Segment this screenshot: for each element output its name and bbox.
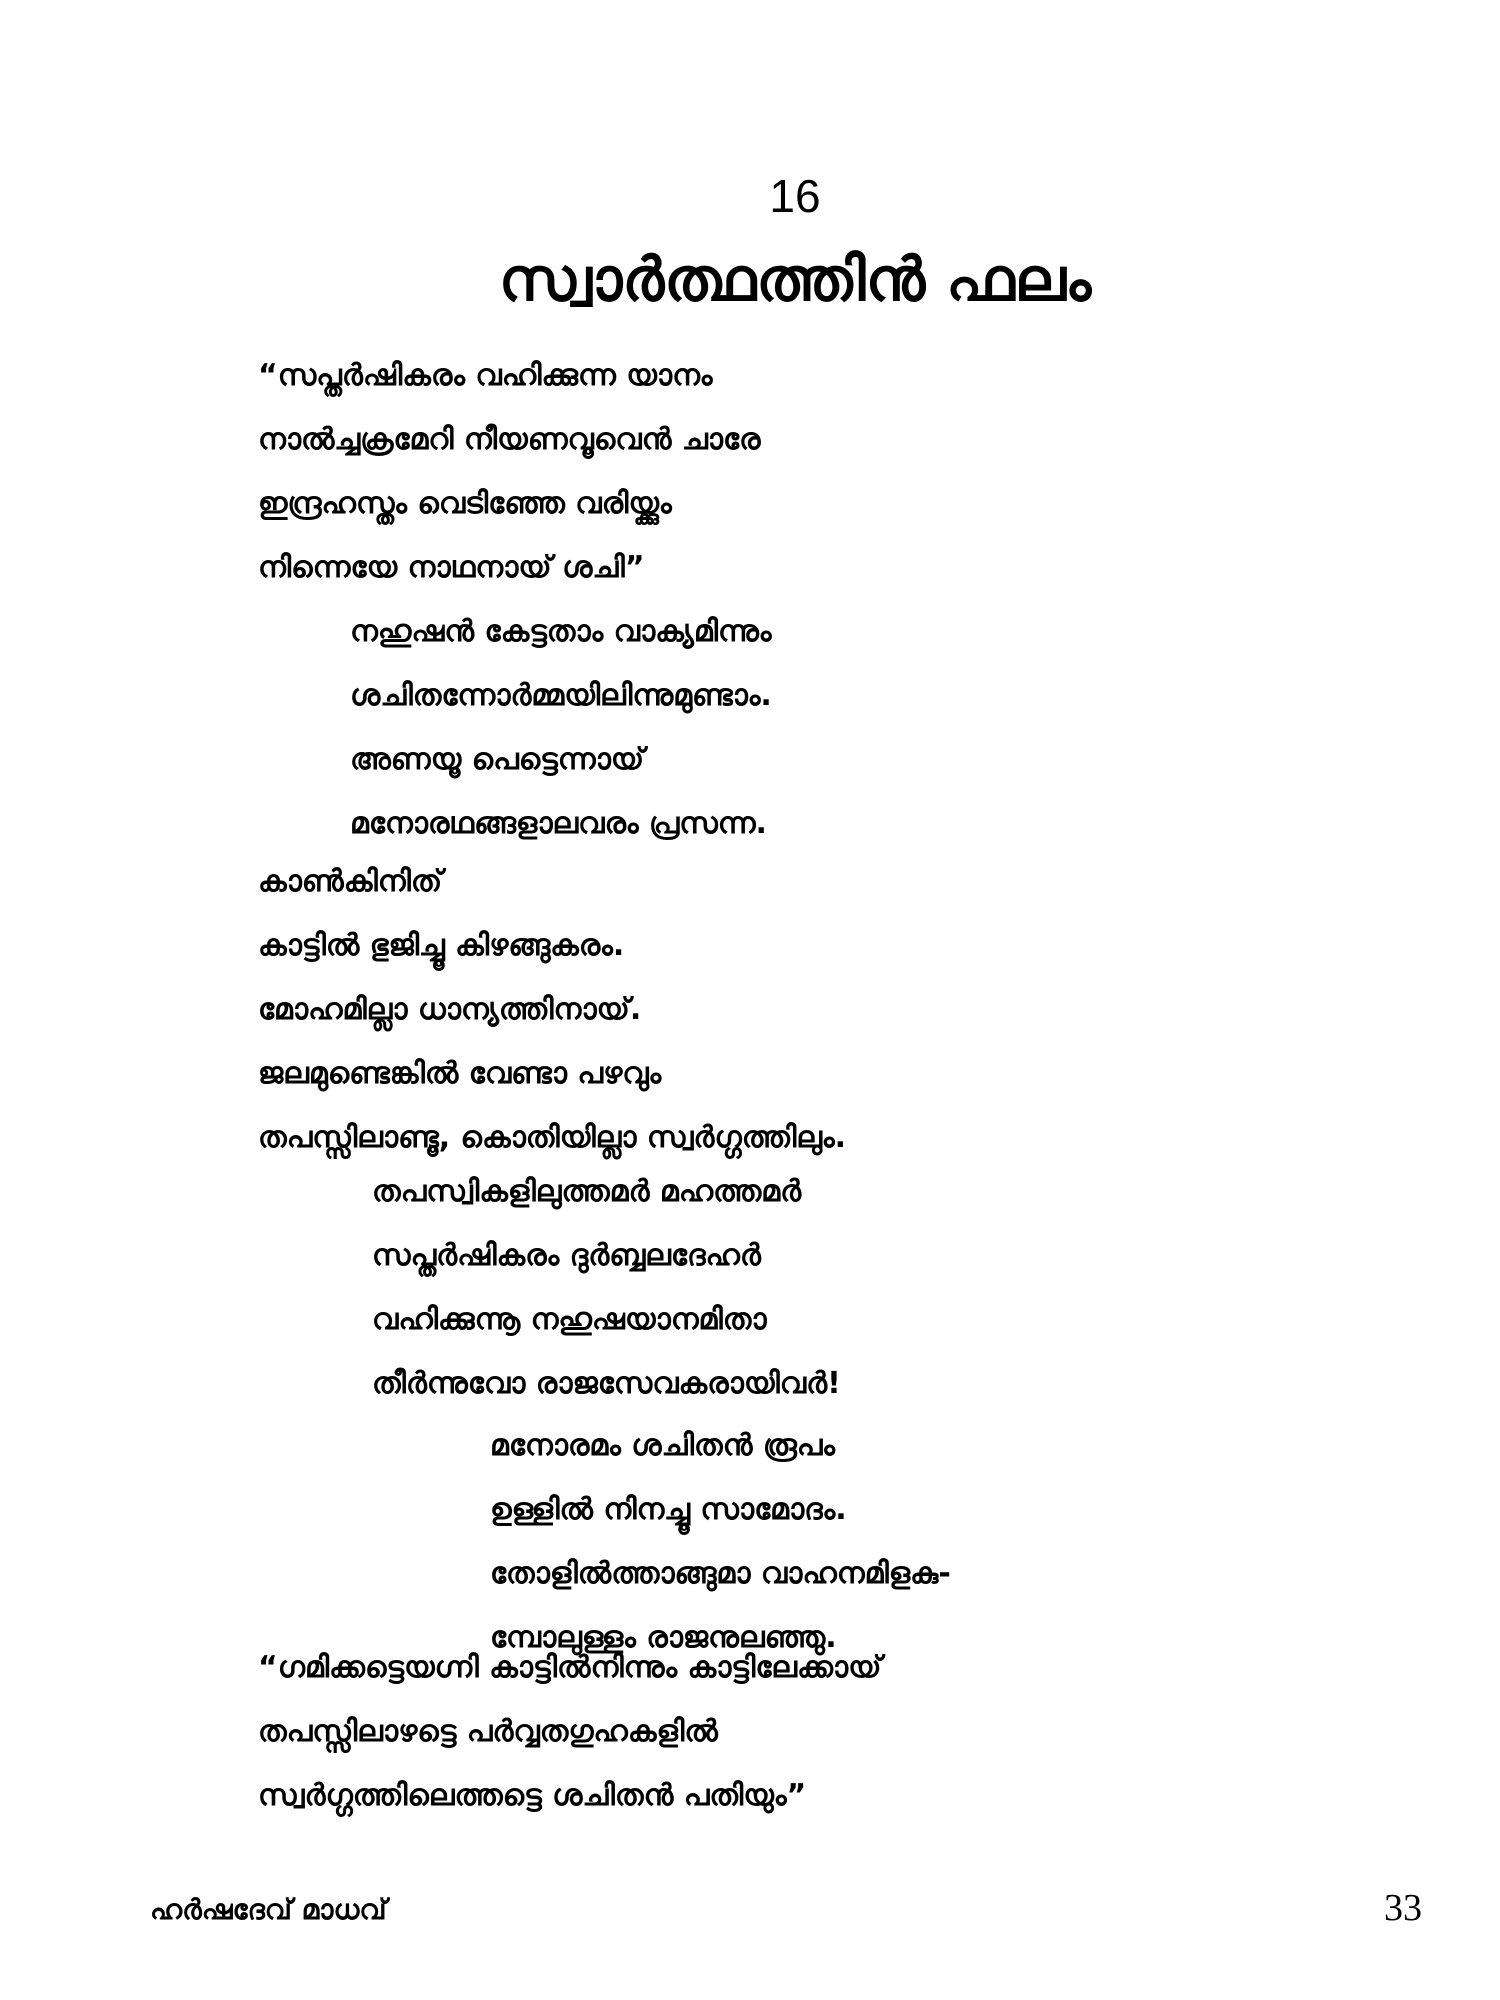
chapter-number: 16	[769, 170, 821, 222]
poem-line: സപ്തർഷികരം ദുർബ്ബലദേഹർ	[372, 1238, 761, 1273]
poem-line: അണയൂ പെട്ടെന്നായ്	[350, 742, 645, 777]
footer-author: ഹർഷദേവ് മാധവ്	[150, 1893, 387, 1926]
poem-line: തപസ്സിലാഴട്ടെ പർവ്വതഗുഹകളിൽ	[258, 1714, 718, 1749]
poem-line: “സപ്തർഷികരം വഹിക്കുന്ന യാനം	[258, 358, 713, 393]
poem-line: തപസ്വികളിലുത്തമർ മഹത്തമർ	[372, 1174, 802, 1209]
poem-line: മനോരമം ശചിതൻ രൂപം	[490, 1428, 835, 1463]
poem-line: കാൺകിനിത്	[258, 864, 443, 899]
poem-line: തോളിൽത്താങ്ങുമാ വാഹനമിളകു-	[490, 1556, 951, 1591]
poem-line: തപസ്സിലാണ്ടൂ, കൊതിയില്ലാ സ്വർഗ്ഗത്തിലും.	[258, 1120, 846, 1155]
poem-line: ഉള്ളിൽ നിനച്ചൂ സാമോദം.	[490, 1492, 847, 1527]
poem-line: നാൽച്ചക്രമേറി നീയണവൂവെൻ ചാരേ	[258, 422, 761, 457]
poem-line: മ്പോലുള്ളം രാജനുലഞ്ഞു.	[490, 1620, 837, 1655]
poem-line: വഹിക്കുന്നൂ നഹുഷയാനമിതാ	[372, 1302, 767, 1337]
poem-line: ശചിതന്നോർമ്മയിലിന്നുമുണ്ടാം.	[350, 678, 772, 713]
poem-line: നഹുഷൻ കേട്ടതാം വാക്യമിന്നും	[350, 614, 772, 649]
poem-line: മനോരഥങ്ങളാലവരം പ്രസന്ന.	[350, 806, 767, 841]
poem-line: കാട്ടിൽ ഭുജിച്ചൂ കിഴങ്ങുകരം.	[258, 928, 625, 963]
stanza-1	[258, 344, 761, 600]
stanza-5	[490, 1414, 951, 1670]
stanza-3	[258, 850, 846, 1170]
stanza-4	[372, 1160, 841, 1416]
page-number: 33	[1384, 1887, 1422, 1929]
poem-line: ജലമുണ്ടെങ്കിൽ വേണ്ടാ പഴവും	[258, 1056, 662, 1091]
poem-line: “ഗമിക്കട്ടെയഗ്നി കാട്ടിൽനിന്നും കാട്ടിലേക്കായ്	[258, 1650, 882, 1685]
poem-line: തീർന്നുവോ രാജസേവകരായിവർ!	[372, 1366, 841, 1401]
stanza-2	[350, 600, 772, 856]
poem-line: സ്വർഗ്ഗത്തിലെത്തട്ടെ ശചിതൻ പതിയും”	[258, 1778, 807, 1813]
stanza-6	[258, 1636, 881, 1828]
poem-line: നിന്നെയേ നാഥനായ് ശചി”	[258, 550, 645, 585]
poem-line: ഇന്ദ്രഹസ്തം വെടിഞ്ഞേ വരിയ്ക്കും	[258, 486, 672, 521]
chapter-title: സ്വാർത്ഥത്തിൻ ഫലം	[498, 245, 1092, 315]
poem-line: മോഹമില്ലാ ധാന്യത്തിനായ്.	[258, 992, 642, 1027]
